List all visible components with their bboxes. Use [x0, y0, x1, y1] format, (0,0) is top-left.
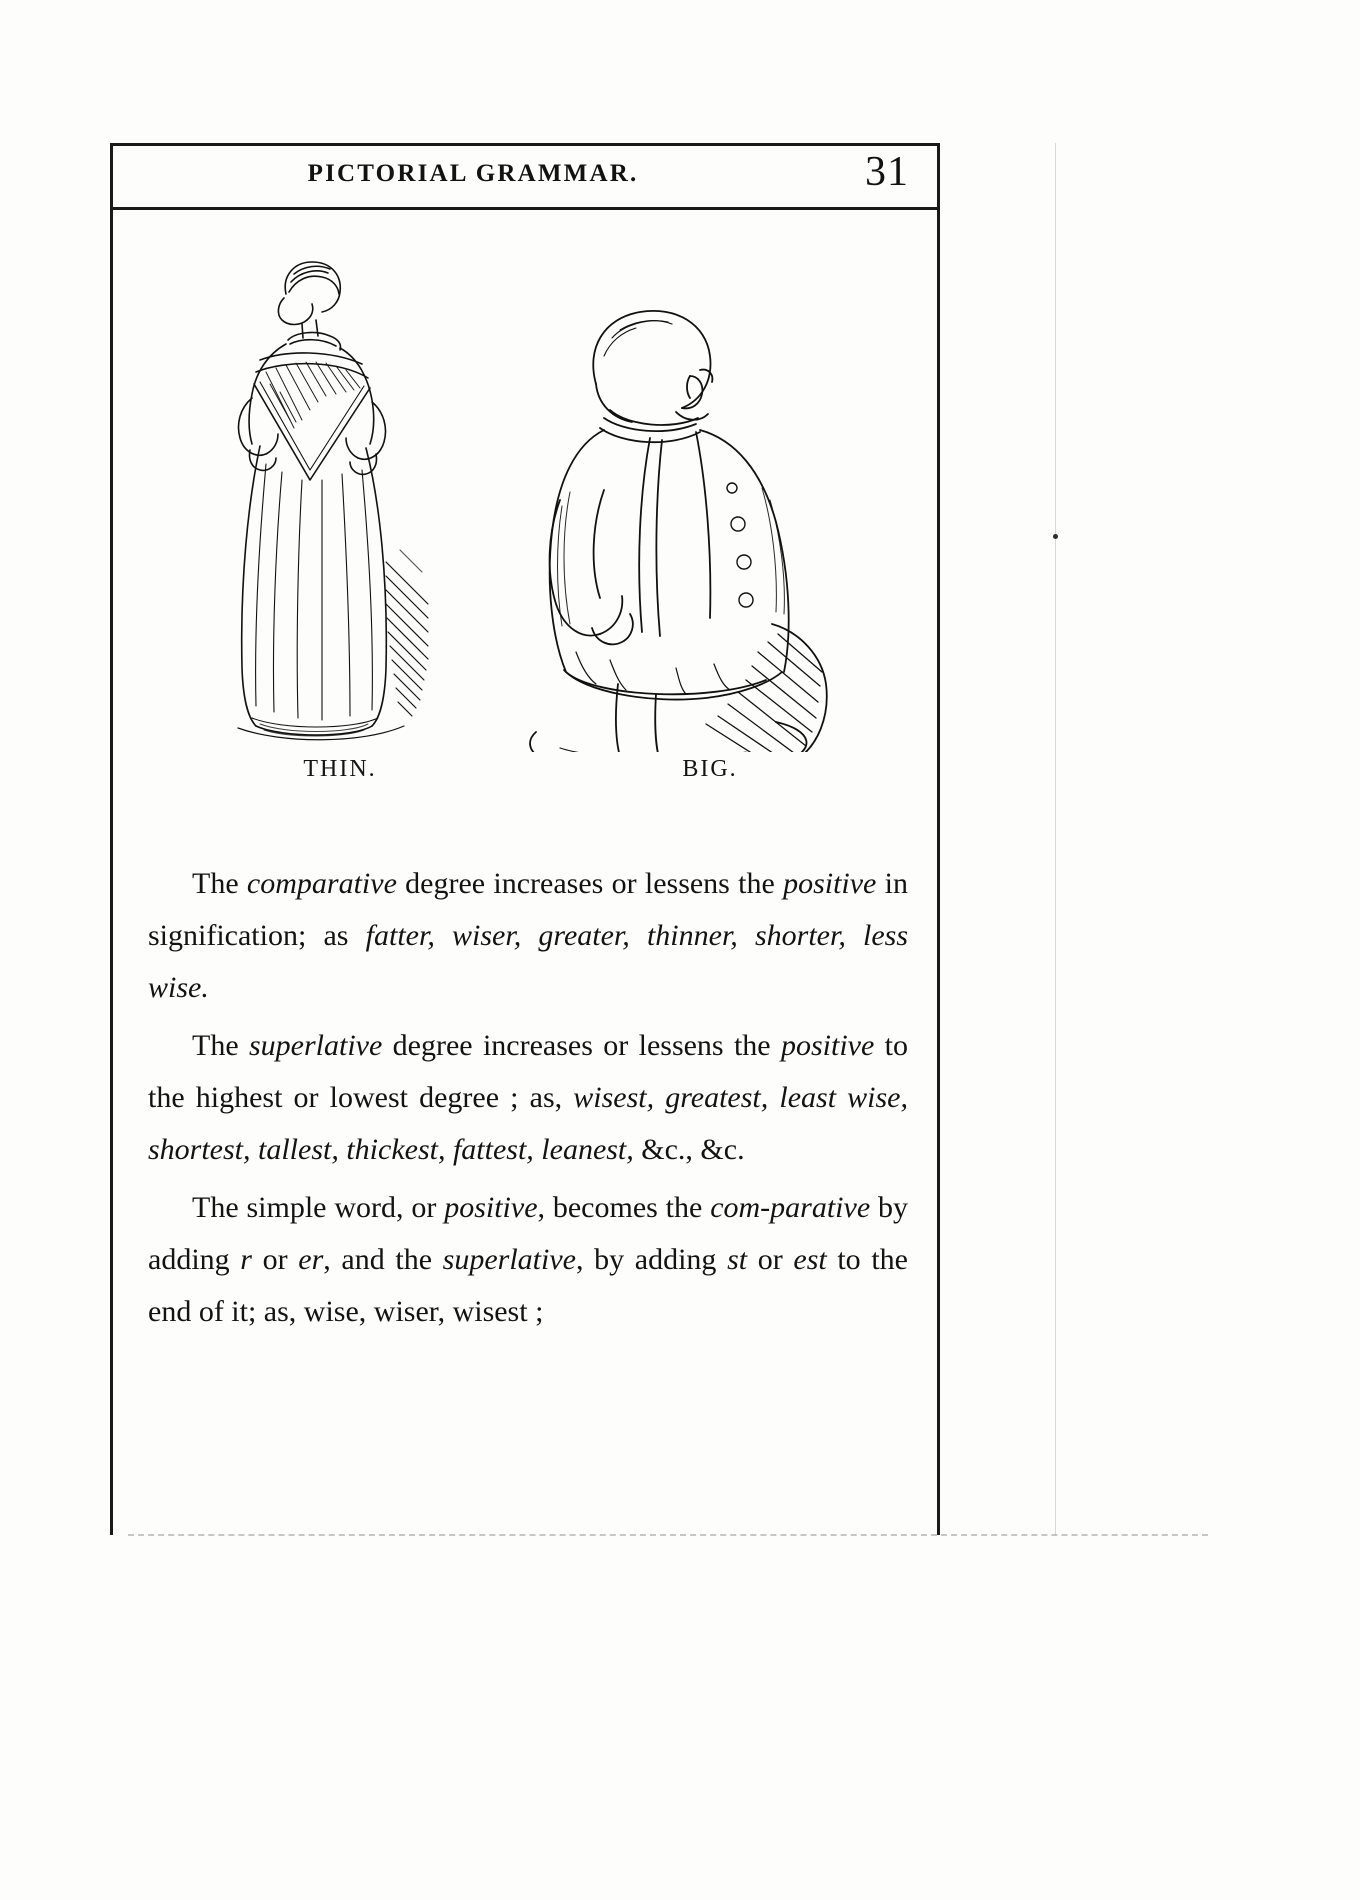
run-text: The — [192, 867, 247, 900]
running-head: PICTORIAL GRAMMAR. — [307, 160, 639, 187]
run-text: by adding — [148, 1191, 909, 1276]
run-text: to the highest or lowest degree ; as, — [148, 1029, 908, 1114]
run-text: , becomes the — [537, 1191, 711, 1224]
paragraph-superlative — [148, 1020, 908, 1176]
paragraph-formation — [148, 1182, 908, 1338]
thin-woman-illustration — [190, 232, 450, 752]
run-italic: er — [298, 1243, 324, 1276]
body-text — [148, 858, 908, 1344]
run-italic: fatter, wiser, greater, thinner, shorter, less wise. — [148, 919, 909, 1004]
scan-edge — [1055, 143, 1056, 1535]
run-italic: positive — [444, 1191, 538, 1224]
paragraph-comparative — [148, 858, 908, 1014]
run-italic: est — [793, 1243, 827, 1276]
run-text: degree increases or lessens the — [382, 1029, 781, 1062]
run-text: , by adding — [575, 1243, 728, 1276]
illustration-plate — [130, 232, 920, 812]
run-text: to the end of it; as, wise, wiser, wisest ; — [148, 1243, 908, 1328]
run-italic: superlative — [442, 1243, 576, 1276]
page-bottom-rule — [128, 1534, 1208, 1536]
page-number: 31 — [865, 149, 909, 195]
run-text: &c., &c. — [633, 1133, 745, 1166]
run-italic: r — [240, 1243, 252, 1276]
run-text: The simple word, or — [192, 1191, 445, 1224]
run-italic: superlative — [249, 1029, 383, 1062]
run-text: in signification; as — [148, 867, 908, 952]
run-text: The — [192, 1029, 249, 1062]
scan-speck — [1053, 534, 1058, 539]
run-italic: st — [727, 1243, 748, 1276]
figure-caption-thin: THIN. — [303, 756, 377, 782]
run-italic: wisest, greatest, least wise, shortest, tallest, thickest, fattest, leanest, — [148, 1081, 908, 1166]
run-text: degree increases or lessens the — [396, 867, 784, 900]
run-text: or — [251, 1243, 299, 1276]
big-man-illustration — [500, 232, 860, 752]
run-italic: com-parative — [710, 1191, 871, 1224]
page-header — [113, 146, 937, 210]
run-italic: positive — [783, 867, 877, 900]
run-italic: comparative — [246, 867, 397, 900]
figure-caption-big: BIG. — [682, 756, 738, 782]
run-italic: positive — [780, 1029, 875, 1062]
run-text: , and the — [323, 1243, 443, 1276]
run-text: or — [747, 1243, 794, 1276]
